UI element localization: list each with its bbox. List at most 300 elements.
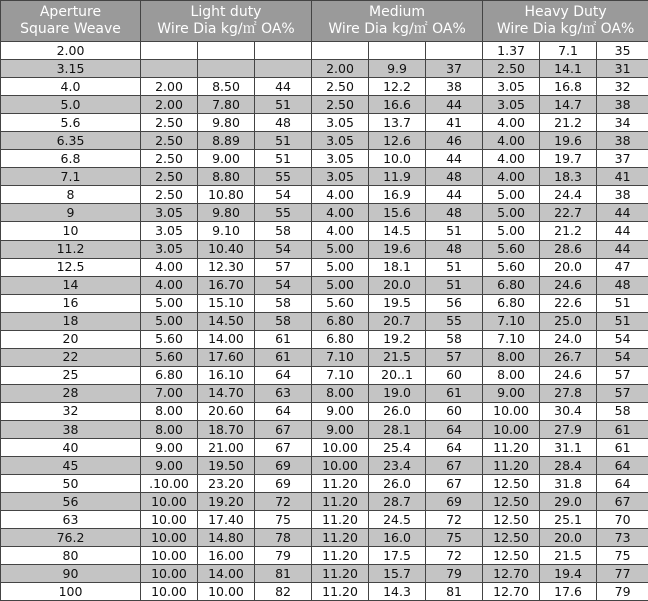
light-oa-cell: 58: [255, 294, 312, 312]
heavy-wire-dia-cell: 7.10: [483, 312, 540, 330]
medium-kg-m2-cell: 26.0: [369, 475, 426, 493]
light-wire-dia-cell: 3.05: [141, 222, 198, 240]
light-wire-dia-cell: 8.00: [141, 420, 198, 438]
heavy-oa-cell: 31: [597, 60, 648, 78]
heavy-oa-cell: 54: [597, 348, 648, 366]
medium-wire-dia-cell: 11.20: [312, 529, 369, 547]
medium-wire-dia-cell: 11.20: [312, 565, 369, 583]
heavy-oa-cell: 51: [597, 294, 648, 312]
aperture-header: [1, 1, 141, 42]
aperture-cell: 50: [1, 475, 141, 493]
light-oa-cell: 48: [255, 114, 312, 132]
aperture-cell: 20: [1, 330, 141, 348]
light-oa-cell: 79: [255, 547, 312, 565]
heavy-wire-dia-cell: 9.00: [483, 384, 540, 402]
table-row: [1, 330, 648, 348]
medium-kg-m2-cell: 16.0: [369, 529, 426, 547]
heavy-wire-dia-cell: 1.37: [483, 42, 540, 60]
table-row: [1, 258, 648, 276]
medium-kg-m2-cell: 11.9: [369, 168, 426, 186]
medium-kg-m2-cell: 9.9: [369, 60, 426, 78]
heavy-oa-cell: 61: [597, 439, 648, 457]
heavy-wire-dia-cell: 12.50: [483, 547, 540, 565]
medium-oa-cell: 79: [426, 565, 483, 583]
light-duty-header: [141, 1, 312, 42]
heavy-oa-cell: 77: [597, 565, 648, 583]
light-oa-cell: 69: [255, 475, 312, 493]
light-kg-m2-cell: 20.60: [198, 402, 255, 420]
light-kg-m2-cell: [198, 42, 255, 60]
light-kg-m2-cell: 14.00: [198, 330, 255, 348]
heavy-oa-cell: 57: [597, 366, 648, 384]
heavy-kg-m2-cell: 14.7: [540, 96, 597, 114]
medium-kg-m2-cell: 18.1: [369, 258, 426, 276]
heavy-kg-m2-cell: 17.6: [540, 583, 597, 601]
medium-kg-m2-cell: 19.0: [369, 384, 426, 402]
table-row: [1, 420, 648, 438]
light-wire-dia-cell: 2.50: [141, 114, 198, 132]
heavy-oa-cell: 34: [597, 114, 648, 132]
heavy-oa-cell: 38: [597, 186, 648, 204]
light-oa-cell: 55: [255, 204, 312, 222]
heavy-oa-cell: 57: [597, 384, 648, 402]
aperture-cell: 80: [1, 547, 141, 565]
heavy-kg-m2-cell: 29.0: [540, 493, 597, 511]
aperture-cell: 16: [1, 294, 141, 312]
heavy-oa-cell: 38: [597, 132, 648, 150]
medium-wire-dia-cell: 5.60: [312, 294, 369, 312]
medium-kg-m2-cell: 20..1: [369, 366, 426, 384]
medium-oa-cell: 48: [426, 240, 483, 258]
light-wire-dia-cell: 5.00: [141, 294, 198, 312]
light-wire-dia-cell: 2.50: [141, 132, 198, 150]
light-duty-title: Light duty: [141, 4, 311, 21]
medium-oa-cell: 44: [426, 186, 483, 204]
light-wire-dia-cell: [141, 42, 198, 60]
light-kg-m2-cell: 9.10: [198, 222, 255, 240]
medium-kg-m2-cell: 13.7: [369, 114, 426, 132]
aperture-cell: 6.8: [1, 150, 141, 168]
heavy-wire-dia-cell: 8.00: [483, 366, 540, 384]
light-kg-m2-cell: 8.50: [198, 78, 255, 96]
light-wire-dia-cell: 9.00: [141, 457, 198, 475]
heavy-oa-cell: 79: [597, 583, 648, 601]
table-row: [1, 511, 648, 529]
light-oa-cell: 67: [255, 439, 312, 457]
heavy-wire-dia-cell: 3.05: [483, 78, 540, 96]
aperture-cell: 8: [1, 186, 141, 204]
light-oa-cell: 64: [255, 366, 312, 384]
light-wire-dia-cell: 10.00: [141, 493, 198, 511]
medium-kg-m2-cell: 19.5: [369, 294, 426, 312]
medium-wire-dia-cell: 4.00: [312, 222, 369, 240]
aperture-cell: 5.0: [1, 96, 141, 114]
light-kg-m2-cell: 10.00: [198, 583, 255, 601]
heavy-kg-m2-cell: 31.8: [540, 475, 597, 493]
medium-title: Medium: [312, 4, 482, 21]
medium-wire-dia-cell: 11.20: [312, 475, 369, 493]
aperture-cell: 12.5: [1, 258, 141, 276]
heavy-kg-m2-cell: 26.7: [540, 348, 597, 366]
medium-wire-dia-cell: 8.00: [312, 384, 369, 402]
light-oa-cell: 55: [255, 168, 312, 186]
light-oa-cell: 44: [255, 78, 312, 96]
medium-kg-m2-cell: 19.2: [369, 330, 426, 348]
heavy-wire-dia-cell: 5.00: [483, 204, 540, 222]
light-kg-m2-cell: 18.70: [198, 420, 255, 438]
medium-wire-dia-cell: 11.20: [312, 583, 369, 601]
medium-kg-m2-cell: 16.9: [369, 186, 426, 204]
light-wire-dia-cell: 7.00: [141, 384, 198, 402]
light-kg-m2-cell: 19.20: [198, 493, 255, 511]
aperture-cell: 18: [1, 312, 141, 330]
medium-kg-m2-cell: 14.3: [369, 583, 426, 601]
aperture-header-line1: Aperture: [1, 4, 140, 21]
heavy-wire-dia-cell: 2.50: [483, 60, 540, 78]
light-oa-cell: 78: [255, 529, 312, 547]
heavy-oa-cell: 67: [597, 493, 648, 511]
heavy-wire-dia-cell: 5.00: [483, 222, 540, 240]
medium-kg-m2-cell: 16.6: [369, 96, 426, 114]
medium-wire-dia-cell: 6.80: [312, 330, 369, 348]
medium-oa-cell: 64: [426, 439, 483, 457]
medium-oa-cell: 60: [426, 402, 483, 420]
table-row: [1, 547, 648, 565]
aperture-cell: 90: [1, 565, 141, 583]
heavy-kg-m2-cell: 30.4: [540, 402, 597, 420]
light-wire-dia-cell: 2.00: [141, 78, 198, 96]
light-kg-m2-cell: 17.60: [198, 348, 255, 366]
medium-sublabels: Wire Dia kg/㎡ OA%: [312, 21, 482, 38]
light-oa-cell: 51: [255, 150, 312, 168]
light-kg-m2-cell: 17.40: [198, 511, 255, 529]
medium-oa-cell: 51: [426, 276, 483, 294]
medium-oa-cell: 48: [426, 168, 483, 186]
heavy-wire-dia-cell: 4.00: [483, 168, 540, 186]
heavy-oa-cell: 73: [597, 529, 648, 547]
table-row: [1, 150, 648, 168]
table-row: [1, 168, 648, 186]
medium-oa-cell: 48: [426, 204, 483, 222]
medium-oa-cell: 75: [426, 529, 483, 547]
light-kg-m2-cell: 19.50: [198, 457, 255, 475]
heavy-kg-m2-cell: 20.0: [540, 529, 597, 547]
heavy-wire-dia-cell: 12.70: [483, 583, 540, 601]
heavy-oa-cell: 38: [597, 96, 648, 114]
heavy-oa-cell: 64: [597, 475, 648, 493]
medium-wire-dia-cell: 3.05: [312, 114, 369, 132]
medium-wire-dia-cell: 7.10: [312, 348, 369, 366]
heavy-kg-m2-cell: 19.4: [540, 565, 597, 583]
heavy-kg-m2-cell: 20.0: [540, 258, 597, 276]
medium-oa-cell: 67: [426, 457, 483, 475]
light-wire-dia-cell: 2.50: [141, 186, 198, 204]
heavy-kg-m2-cell: 24.4: [540, 186, 597, 204]
medium-wire-dia-cell: 11.20: [312, 493, 369, 511]
heavy-kg-m2-cell: 25.0: [540, 312, 597, 330]
aperture-cell: 28: [1, 384, 141, 402]
heavy-kg-m2-cell: 19.7: [540, 150, 597, 168]
heavy-wire-dia-cell: 11.20: [483, 457, 540, 475]
medium-kg-m2-cell: 15.7: [369, 565, 426, 583]
medium-wire-dia-cell: 2.00: [312, 60, 369, 78]
medium-wire-dia-cell: 5.00: [312, 258, 369, 276]
medium-oa-cell: 58: [426, 330, 483, 348]
light-wire-dia-cell: 10.00: [141, 547, 198, 565]
light-wire-dia-cell: 2.50: [141, 150, 198, 168]
medium-kg-m2-cell: 20.7: [369, 312, 426, 330]
medium-kg-m2-cell: 12.2: [369, 78, 426, 96]
heavy-kg-m2-cell: 28.4: [540, 457, 597, 475]
table-row: [1, 222, 648, 240]
medium-kg-m2-cell: 28.7: [369, 493, 426, 511]
table-row: [1, 475, 648, 493]
heavy-oa-cell: 51: [597, 312, 648, 330]
table-row: [1, 276, 648, 294]
light-wire-dia-cell: 3.05: [141, 204, 198, 222]
medium-wire-dia-cell: 6.80: [312, 312, 369, 330]
table-row: [1, 240, 648, 258]
light-oa-cell: 57: [255, 258, 312, 276]
medium-oa-cell: 72: [426, 511, 483, 529]
heavy-wire-dia-cell: 5.60: [483, 240, 540, 258]
heavy-oa-cell: 48: [597, 276, 648, 294]
heavy-kg-m2-cell: 27.9: [540, 420, 597, 438]
table-row: [1, 294, 648, 312]
heavy-oa-cell: 54: [597, 330, 648, 348]
aperture-cell: 56: [1, 493, 141, 511]
table-row: [1, 132, 648, 150]
light-kg-m2-cell: 9.80: [198, 114, 255, 132]
medium-wire-dia-cell: 10.00: [312, 439, 369, 457]
light-kg-m2-cell: 10.80: [198, 186, 255, 204]
medium-kg-m2-cell: 26.0: [369, 402, 426, 420]
medium-oa-cell: 46: [426, 132, 483, 150]
light-kg-m2-cell: 14.80: [198, 529, 255, 547]
heavy-kg-m2-cell: 21.2: [540, 114, 597, 132]
heavy-oa-cell: 64: [597, 457, 648, 475]
light-oa-cell: 63: [255, 384, 312, 402]
light-wire-dia-cell: 5.60: [141, 348, 198, 366]
light-oa-cell: [255, 42, 312, 60]
light-kg-m2-cell: 16.00: [198, 547, 255, 565]
aperture-cell: 100: [1, 583, 141, 601]
heavy-kg-m2-cell: 24.6: [540, 366, 597, 384]
light-kg-m2-cell: 7.80: [198, 96, 255, 114]
aperture-header-line2: Square Weave: [1, 21, 140, 38]
medium-wire-dia-cell: 9.00: [312, 402, 369, 420]
heavy-wire-dia-cell: 4.00: [483, 150, 540, 168]
heavy-wire-dia-cell: 12.70: [483, 565, 540, 583]
light-kg-m2-cell: 9.80: [198, 204, 255, 222]
light-oa-cell: 51: [255, 96, 312, 114]
light-wire-dia-cell: 4.00: [141, 258, 198, 276]
medium-oa-cell: 37: [426, 60, 483, 78]
table-row: [1, 384, 648, 402]
light-oa-cell: 67: [255, 420, 312, 438]
aperture-cell: 9: [1, 204, 141, 222]
light-oa-cell: 61: [255, 348, 312, 366]
medium-oa-cell: 41: [426, 114, 483, 132]
medium-kg-m2-cell: 14.5: [369, 222, 426, 240]
light-oa-cell: 75: [255, 511, 312, 529]
table-row: [1, 457, 648, 475]
heavy-oa-cell: 44: [597, 204, 648, 222]
medium-wire-dia-cell: 3.05: [312, 150, 369, 168]
medium-kg-m2-cell: 12.6: [369, 132, 426, 150]
table-row: [1, 204, 648, 222]
light-oa-cell: 81: [255, 565, 312, 583]
medium-header: [312, 1, 483, 42]
heavy-duty-header: [483, 1, 648, 42]
aperture-cell: 25: [1, 366, 141, 384]
heavy-wire-dia-cell: 10.00: [483, 402, 540, 420]
aperture-cell: 22: [1, 348, 141, 366]
heavy-oa-cell: 58: [597, 402, 648, 420]
aperture-cell: 11.2: [1, 240, 141, 258]
light-kg-m2-cell: 14.00: [198, 565, 255, 583]
light-oa-cell: 61: [255, 330, 312, 348]
heavy-kg-m2-cell: 19.6: [540, 132, 597, 150]
light-kg-m2-cell: 15.10: [198, 294, 255, 312]
aperture-cell: 14: [1, 276, 141, 294]
heavy-kg-m2-cell: 22.6: [540, 294, 597, 312]
heavy-kg-m2-cell: 16.8: [540, 78, 597, 96]
medium-oa-cell: 51: [426, 258, 483, 276]
medium-wire-dia-cell: 11.20: [312, 547, 369, 565]
light-kg-m2-cell: 16.10: [198, 366, 255, 384]
medium-wire-dia-cell: 9.00: [312, 420, 369, 438]
light-wire-dia-cell: 8.00: [141, 402, 198, 420]
medium-oa-cell: 55: [426, 312, 483, 330]
medium-kg-m2-cell: 28.1: [369, 420, 426, 438]
medium-wire-dia-cell: [312, 42, 369, 60]
heavy-kg-m2-cell: 21.2: [540, 222, 597, 240]
medium-oa-cell: 64: [426, 420, 483, 438]
light-oa-cell: 82: [255, 583, 312, 601]
aperture-cell: 32: [1, 402, 141, 420]
medium-wire-dia-cell: 5.00: [312, 276, 369, 294]
heavy-wire-dia-cell: 12.50: [483, 475, 540, 493]
table-row: [1, 583, 648, 601]
light-wire-dia-cell: 10.00: [141, 583, 198, 601]
heavy-wire-dia-cell: 12.50: [483, 493, 540, 511]
medium-kg-m2-cell: 25.4: [369, 439, 426, 457]
medium-wire-dia-cell: 5.00: [312, 240, 369, 258]
light-kg-m2-cell: 8.89: [198, 132, 255, 150]
heavy-oa-cell: 70: [597, 511, 648, 529]
light-kg-m2-cell: 16.70: [198, 276, 255, 294]
heavy-kg-m2-cell: 21.5: [540, 547, 597, 565]
heavy-kg-m2-cell: 24.6: [540, 276, 597, 294]
light-wire-dia-cell: 2.00: [141, 96, 198, 114]
heavy-kg-m2-cell: 18.3: [540, 168, 597, 186]
light-kg-m2-cell: 23.20: [198, 475, 255, 493]
light-wire-dia-cell: 10.00: [141, 529, 198, 547]
heavy-oa-cell: 35: [597, 42, 648, 60]
table-row: [1, 312, 648, 330]
light-wire-dia-cell: 4.00: [141, 276, 198, 294]
table-row: [1, 439, 648, 457]
medium-kg-m2-cell: 17.5: [369, 547, 426, 565]
light-kg-m2-cell: [198, 60, 255, 78]
table-row: [1, 565, 648, 583]
medium-oa-cell: 38: [426, 78, 483, 96]
aperture-cell: 3.15: [1, 60, 141, 78]
medium-oa-cell: 61: [426, 384, 483, 402]
aperture-cell: 76.2: [1, 529, 141, 547]
heavy-wire-dia-cell: 5.00: [483, 186, 540, 204]
aperture-cell: 4.0: [1, 78, 141, 96]
heavy-oa-cell: 32: [597, 78, 648, 96]
heavy-oa-cell: 61: [597, 420, 648, 438]
table-row: [1, 348, 648, 366]
light-wire-dia-cell: 9.00: [141, 439, 198, 457]
heavy-wire-dia-cell: 3.05: [483, 96, 540, 114]
heavy-kg-m2-cell: 28.6: [540, 240, 597, 258]
heavy-wire-dia-cell: 11.20: [483, 439, 540, 457]
medium-oa-cell: 57: [426, 348, 483, 366]
light-oa-cell: 58: [255, 312, 312, 330]
aperture-cell: 5.6: [1, 114, 141, 132]
medium-wire-dia-cell: 11.20: [312, 511, 369, 529]
medium-kg-m2-cell: 10.0: [369, 150, 426, 168]
heavy-duty-sublabels: Wire Dia kg/㎡ OA%: [483, 21, 648, 38]
medium-kg-m2-cell: 15.6: [369, 204, 426, 222]
heavy-duty-title: Heavy Duty: [483, 4, 648, 21]
heavy-kg-m2-cell: 7.1: [540, 42, 597, 60]
table-row: [1, 60, 648, 78]
medium-wire-dia-cell: 4.00: [312, 204, 369, 222]
table-row: [1, 529, 648, 547]
medium-wire-dia-cell: 4.00: [312, 186, 369, 204]
light-kg-m2-cell: 9.00: [198, 150, 255, 168]
medium-oa-cell: [426, 42, 483, 60]
heavy-wire-dia-cell: 7.10: [483, 330, 540, 348]
light-kg-m2-cell: 21.00: [198, 439, 255, 457]
heavy-oa-cell: 37: [597, 150, 648, 168]
aperture-cell: 7.1: [1, 168, 141, 186]
heavy-kg-m2-cell: 31.1: [540, 439, 597, 457]
medium-kg-m2-cell: 19.6: [369, 240, 426, 258]
medium-oa-cell: 72: [426, 547, 483, 565]
light-wire-dia-cell: 5.60: [141, 330, 198, 348]
heavy-kg-m2-cell: 22.7: [540, 204, 597, 222]
medium-wire-dia-cell: 3.05: [312, 132, 369, 150]
light-wire-dia-cell: 10.00: [141, 565, 198, 583]
light-kg-m2-cell: 10.40: [198, 240, 255, 258]
light-oa-cell: [255, 60, 312, 78]
heavy-wire-dia-cell: 4.00: [483, 132, 540, 150]
table-row: [1, 78, 648, 96]
medium-oa-cell: 44: [426, 96, 483, 114]
medium-kg-m2-cell: 21.5: [369, 348, 426, 366]
heavy-oa-cell: 44: [597, 240, 648, 258]
light-kg-m2-cell: 14.50: [198, 312, 255, 330]
table-body: [1, 42, 648, 601]
light-oa-cell: 51: [255, 132, 312, 150]
medium-kg-m2-cell: 20.0: [369, 276, 426, 294]
light-kg-m2-cell: 8.80: [198, 168, 255, 186]
table-row: [1, 366, 648, 384]
light-oa-cell: 54: [255, 186, 312, 204]
light-wire-dia-cell: 3.05: [141, 240, 198, 258]
heavy-wire-dia-cell: 6.80: [483, 294, 540, 312]
heavy-oa-cell: 47: [597, 258, 648, 276]
light-wire-dia-cell: 5.00: [141, 312, 198, 330]
heavy-wire-dia-cell: 6.80: [483, 276, 540, 294]
medium-wire-dia-cell: 3.05: [312, 168, 369, 186]
